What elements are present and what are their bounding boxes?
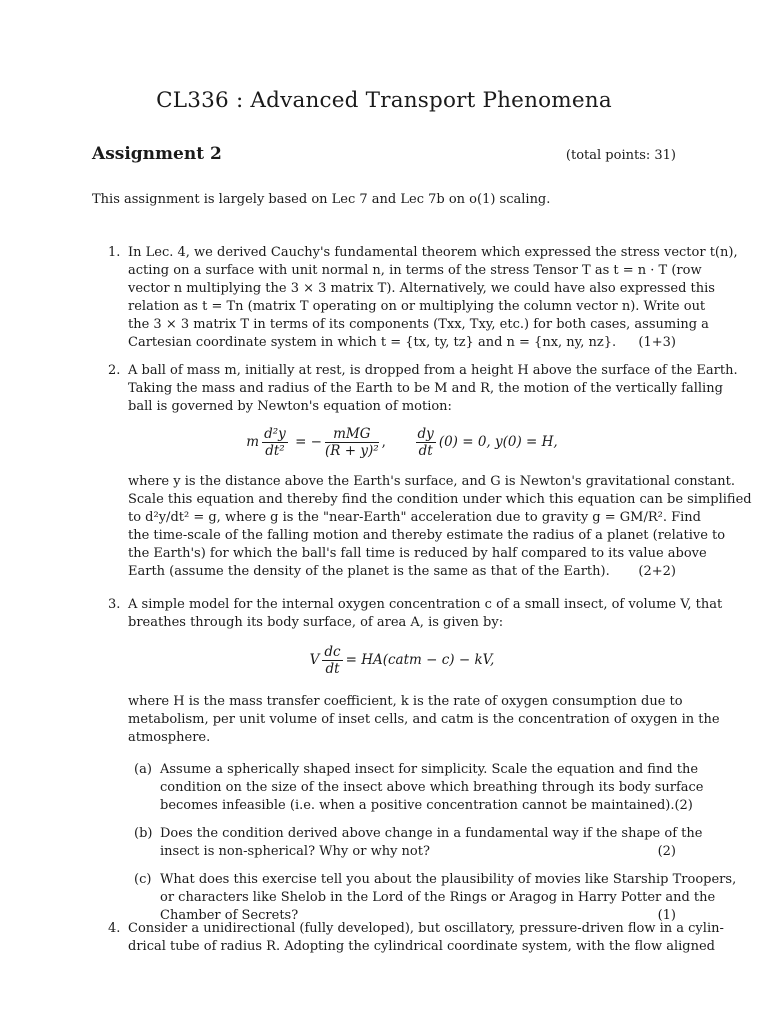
subpart-text-line	[160, 843, 676, 861]
problem-text-line: the time-scale of the falling motion and thereby estimate the radius of a planet (relative to	[128, 528, 726, 543]
problem-4	[108, 920, 724, 956]
subpart-number: (a)	[134, 762, 152, 777]
problem-text-line: drical tube of radius R. Adopting the cylindrical coordinate system, with the flow aligned	[128, 939, 715, 954]
problem-text-line: Scale this equation and thereby find the condition under which this equation can be simplified	[128, 492, 752, 507]
problem-text-line: acting on a surface with unit normal n, in terms of the stress Tensor T as t = n · T (row	[128, 263, 702, 278]
problem-text-line: atmosphere.	[128, 730, 211, 745]
problem-text-line: to d²y/dt² = g, where g is the "near-Earth" acceleration due to gravity g = GM/R². Find	[128, 510, 701, 525]
intro-text: This assignment is largely based on Lec 7 and Lec 7b on o(1) scaling.	[92, 192, 551, 207]
problem-text-line: where H is the mass transfer coefficient, k is the rate of oxygen consumption due to	[128, 694, 683, 709]
problem-text: Cartesian coordinate system in which t = {tx, ty, tz} and n = {nx, ny, nz}.	[128, 335, 617, 350]
problem-text-line: metabolism, per unit volume of inset cells, and catm is the concentration of oxygen in the	[128, 712, 720, 727]
subpart-text: Chamber of Secrets?	[160, 908, 299, 923]
problem-number: 4.	[108, 921, 121, 936]
problem-text-line: Consider a unidirectional (fully developed), but oscillatory, pressure-driven flow in a cylin-	[128, 921, 724, 936]
problem-text-line: A ball of mass m, initially at rest, is dropped from a height H above the surface of the Earth.	[128, 363, 738, 378]
subpart-c	[134, 871, 737, 925]
assignment-heading: Assignment 2	[92, 144, 222, 164]
eq-rhs-fraction: $\frac{\text{mMG}}{\text{(R + y)²}}$	[325, 426, 379, 459]
eq-rhs: = HA(catm − c) − kV,	[345, 652, 495, 668]
subpart-points: (2)	[657, 844, 676, 859]
problem-text-line: Taking the mass and radius of the Earth to be M and R, the motion of the vertically falling	[128, 381, 723, 396]
problem-number: 2.	[108, 363, 121, 378]
subpart-number: (b)	[134, 826, 153, 841]
problem-text-line: the 3 × 3 matrix T in terms of its components (Txx, Txy, etc.) for both cases, assuming a	[128, 317, 709, 332]
subpart-text: insect is non-spherical? Why or why not?	[160, 844, 430, 859]
eq-lhs-fraction: $\frac{\text{d²y}}{\text{dt²}}$	[264, 426, 286, 459]
subpart-text-line: condition on the size of the insect above which breathing through its body surface	[160, 780, 704, 795]
problem-points: (2+2)	[638, 564, 676, 579]
subpart-text-line: What does this exercise tell you about the plausibility of movies like Starship Troopers,	[160, 872, 737, 887]
subpart-b	[134, 825, 703, 861]
problem-text: Earth (assume the density of the planet is the same as that of the Earth).	[128, 564, 610, 579]
problem-number: 3.	[108, 597, 121, 612]
problem-text-line	[128, 334, 676, 352]
subpart-text-line: Does the condition derived above change in a fundamental way if the shape of the	[160, 826, 703, 841]
problem-3	[108, 596, 737, 925]
subpart-text-line: Assume a spherically shaped insect for simplicity. Scale the equation and find the	[160, 762, 699, 777]
eq-derivative-fraction: $\frac{dc}{dt}$	[324, 644, 341, 677]
subpart-text: becomes infeasible (i.e. when a positive concentration cannot be maintained).	[160, 798, 675, 813]
eq-ic-fraction: $\frac{dy}{dt}$	[417, 426, 434, 459]
subpart-text-line: or characters like Shelob in the Lord of the Rings or Aragog in Harry Potter and the	[160, 890, 716, 905]
problem-text-line: In Lec. 4, we derived Cauchy's fundamental theorem which expressed the stress vector t(n),	[128, 245, 738, 260]
problem-text-line: A simple model for the internal oxygen concentration c of a small insect, of volume V, that	[128, 597, 723, 612]
subpart-text-line	[160, 797, 693, 815]
page-title: CL336 : Advanced Transport Phenomena	[156, 88, 612, 113]
eq-initial-conditions: (0) = 0, y(0) = H,	[438, 434, 558, 450]
subpart-number: (c)	[134, 872, 152, 887]
problem-text-line: relation as t = Tn (matrix T operating on or multiplying the column vector n). Write out	[128, 299, 706, 314]
oxygen-equation: V $\frac{dc}{dt}$ = HA(catm − c) − kV,	[309, 644, 495, 677]
total-points: (total points: 31)	[565, 148, 676, 163]
problem-text-line: vector n multiplying the 3 × 3 matrix T). Alternatively, we could have also expressed this	[128, 281, 715, 296]
problem-1	[108, 244, 738, 352]
equation-of-motion: m $\frac{\text{d²y}}{\text{dt²}}$ = − $\frac{\text{mMG}}{\text{(R + y)²}}$ , $\frac{dy}{dt}$ (0) = 0, y(0) = H,	[246, 426, 558, 459]
problem-text-line: breathes through its body surface, of area A, is given by:	[128, 615, 504, 630]
problem-text-line: the Earth's) for which the ball's fall time is reduced by half compared to its value above	[128, 546, 707, 561]
problem-text-line	[128, 563, 676, 581]
subpart-points: (1)	[657, 908, 676, 923]
problem-text-line: ball is governed by Newton's equation of motion:	[128, 399, 452, 414]
subpart-a	[134, 761, 704, 815]
problem-text-line: where y is the distance above the Earth's surface, and G is Newton's gravitational constant.	[128, 474, 735, 489]
problem-number: 1.	[108, 245, 121, 260]
problem-2	[108, 362, 752, 581]
subpart-points: (2)	[674, 798, 693, 813]
problem-points: (1+3)	[638, 335, 676, 350]
